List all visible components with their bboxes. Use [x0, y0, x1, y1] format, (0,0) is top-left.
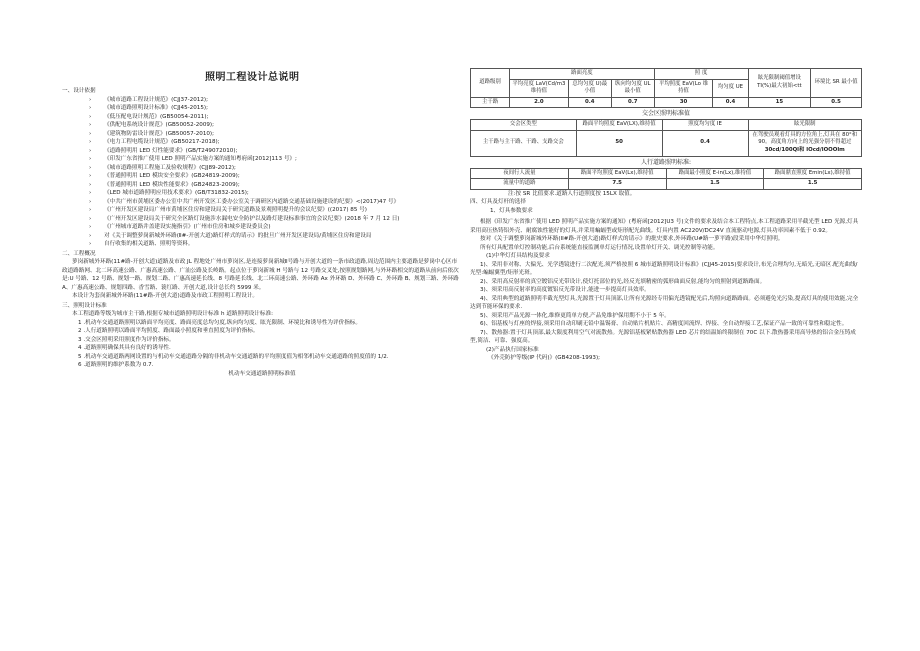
th-avg-illuminance: 平均照度 EaV(Lo 维持值 — [654, 79, 713, 97]
design-basis-item — [62, 121, 462, 130]
bullet-arrow-icon: › — [89, 164, 92, 171]
th-surround-ratio: 环境比 SR 最小值 — [811, 69, 862, 98]
design-basis-text: 《广州城市道路井盖建设实施指引》(广州市住房和城乡建设委员会) — [104, 224, 271, 230]
bullet-arrow-icon: › — [89, 241, 92, 247]
fixture-requirement: 4)、采用典型的道路照明半截光型灯具,光源置于灯具顶部,让所有光源经专用偏光透镜配光后,均照向道路路面。必须避免光污染,提高灯具的使用效能,完全达到节能环保的要求. — [470, 295, 859, 311]
fixture-structure-heading: (1)中华灯灯具结构及要求 — [486, 253, 550, 260]
bullet-arrow-icon: › — [89, 130, 92, 137]
design-basis-item — [62, 189, 462, 198]
design-basis-text: 《印发广东省推广使用 LED 照明产品实施方案的通知粤府函[2012]113 号》; — [104, 156, 297, 162]
design-basis-item — [62, 104, 462, 113]
td-avg-illuminance: 50 — [576, 130, 662, 156]
td-road-level: 主干路 — [471, 97, 510, 108]
td-avg-illuminance: 7.5 — [568, 179, 666, 190]
pedestrian-table-caption: 人行道路照明标准: — [640, 158, 692, 166]
design-basis-text: 《普通照明用 LED 模块安全要求》(GB24819-2009); — [104, 173, 240, 179]
design-basis-item — [62, 130, 462, 139]
th-min-illuminance: 路面最小照度 E-in(Lx),维持值 — [666, 168, 764, 179]
fixture-requirement: 7)、散热器:置于灯具顶部,最大限度利用空气对流散热。光源铝基板紧贴散热器 LED 芯片的结温始终限制在 70C 以下.散热器采用高导热的铝合金压铸成型,简洁、可靠、强度高。 — [470, 329, 856, 345]
design-basis-item — [62, 215, 462, 224]
standard-item: 1 .机动车交通道路照明以路面平均亮度、路面亮度总均匀度,纵向均匀度、眩光限制、环境比和诱导性为评价指标。 — [78, 319, 361, 326]
th-glare-limit: 眩光限制 — [748, 120, 861, 131]
th-road-level: 道路级别 — [471, 69, 510, 98]
th-intersection-type: 交会区类型 — [471, 120, 577, 131]
design-basis-text: 《供配电系统设计规范》(GB50052-2009); — [104, 122, 215, 128]
design-basis-text: 《低压配电设计规范》(GB50054-2011); — [104, 113, 209, 120]
pedestrian-lighting-table — [470, 168, 862, 190]
td-surround-ratio: 0.5 — [811, 97, 862, 108]
design-basis-text: 《道路照明用 LED 灯性能要求》(GB/T249072010); — [104, 147, 238, 154]
intersection-table-caption: 交会区照明标准值 — [641, 110, 690, 118]
td-vertical-illuminance: 1.5 — [764, 179, 862, 190]
bullet-arrow-icon: › — [89, 190, 92, 196]
design-basis-item — [62, 147, 462, 156]
th-avg-illuminance: 路面平均照度 EaV(Lx),维持值 — [568, 168, 666, 179]
th-luminance: 路面亮度 — [510, 69, 655, 80]
design-basis-text: 《城市道路照明工程施工及验收规程》(CJJ89-2012); — [104, 164, 236, 171]
th-avg-illuminance: 路面平均照度 EaV(LX),维持值 — [576, 120, 662, 131]
design-basis-text: 《广州开发区建设局关于研究全区路灯设施涉水漏电安全防护以及路灯建设标准事宜的会议纪要》(2018 年 7 月 12 日) — [104, 215, 400, 222]
control-paragraph: 所有灯具配置单灯控制功能,后台系统能直接监测单灯运行情况,设置单灯开关、调光控制等功能。 — [480, 244, 719, 251]
section4-heading: 四、灯具及灯杆的选择 — [470, 199, 526, 206]
design-basis-text: 《中共广州市黄埔区委办公室中共广州开发区工委办公室关于调研区内道路交通基础设施建设的纪要》<(2017)47 号》 — [104, 198, 400, 205]
project-overview-paragraph: 萝岗新城外环路(11#路-开创大道)道路及市政 JL 程地处广州市萝岗区,是连接萝岗新城Ⅱ号路与开创大道的一条市政道路,周边范围内主要道路是萝岗中心区市政道路路网、北二环高速公路、广惠高速公路、广汕公路及长岭路。起点位于萝岗新城 H 号路与 12 号路交叉处,按照规划路网,与外环路相交的道路从前向后依次是:U 号路、12 号路、规划一路、规划二路、广惠高速延长线、8 号路延长线、北二环高速公路、外环路 Ax 外环路 D、外环路 C、外环路 B、规划三路、外环路 A、广惠高速公路、规划四路、香雪路、蓑红路、开创大道,设计总长约 5999 米。 — [62, 259, 459, 291]
fixture-requirement: 5)、须采用产品光源一体化,维修更简单方便,产品免维护保用期不小于 5 年。 — [480, 312, 670, 319]
standard-item: 2 .人行道路照明以路面平均照度、路面最小照度和垂直照度为评价指标。 — [78, 328, 259, 334]
td-longitudinal-uniformity: 0.7 — [611, 97, 654, 108]
standard-intro: 本工程道路等级为城市主干路,根据专城市道路照明设计标准 h 道路照明设计标准: — [72, 311, 273, 317]
intersection-lighting-table — [470, 119, 862, 156]
design-basis-item — [62, 155, 462, 164]
td-intersection-type: 主干路与主干路、干路、支路交会 — [471, 130, 577, 156]
lamp-style-paragraph: 按对《关于调整萝岗新城外环路(II#路-开创大道)路灯样式的请示》的批史要求,外环路(U#路一萝平路)段采用中华灯照明。 — [480, 236, 784, 243]
td-pedestrian-flow: 流量中的道路 — [471, 179, 569, 190]
section1-heading: 一、设计依据 — [62, 88, 96, 94]
design-basis-text: 《LED 城市道路照明应用技术要求》(GB/T31832-2015); — [104, 190, 249, 196]
bullet-arrow-icon: › — [89, 232, 92, 239]
design-basis-item — [62, 240, 462, 249]
national-standard-item: 《外壳防护等级(IP 代码)》(GB4208-1993); — [488, 355, 601, 362]
td-glare-limit — [748, 130, 861, 156]
bullet-arrow-icon: › — [89, 113, 92, 120]
glare-limit-values: 30cd/100Ql和 lOcd/lOOOlm — [764, 147, 845, 154]
standard-item: 6 .道路照明的维护系数为 0.7. — [78, 362, 154, 368]
design-basis-text: 《城市道路照明设计标准》(CJJ45-2015); — [104, 105, 208, 111]
th-glare-ti: 眩光限制阈值增设 TI(%)最大初始<tt — [748, 69, 811, 98]
bullet-arrow-icon: › — [89, 105, 92, 111]
vehicle-table-caption: 机动车交通道路照明标准值 — [228, 370, 296, 377]
design-basis-item — [62, 232, 462, 241]
design-basis-text: 《建筑物防雷设计规范》(GB50057-2010); — [104, 130, 215, 137]
design-basis-text: 《城市道路工程设计规范》(CJJ37-2012); — [104, 96, 208, 103]
td-glare-ti: 15 — [748, 97, 811, 108]
bullet-arrow-icon: › — [89, 122, 92, 128]
bullet-arrow-icon: › — [89, 147, 92, 154]
design-basis-text: 《广州开发区建设局广州市黄埔区住房和建设局关于研究道路及景观照明提升的会议纪要》((2017) 85 号) — [104, 207, 367, 213]
td-avg-illuminance: 30 — [654, 97, 713, 108]
section3-heading: 三、照明设计标准 — [62, 302, 107, 309]
td-illum-uniformity: 0.4 — [662, 130, 748, 156]
fixture-requirement: 1)、采用非对称、大偏光、光学透镜进行二次配光,须严格按照 6 城市道路照明设计标准》(CJJ45-2015)要求设计,布光合理均匀,无暗光,无暗区.配光曲线/光型:蝙蝠翼型/矩形光斑。 — [470, 261, 858, 277]
fixture-requirement: 3)、须采用高反射率的高度镀铝反光带设计,能进一步提高灯具效率。 — [480, 287, 650, 294]
design-basis-text: 自行收集的相关道路、照明等资料。 — [104, 241, 194, 247]
page-title: 照明工程设计总说明 — [205, 72, 300, 83]
design-basis-item — [62, 164, 462, 173]
bullet-arrow-icon: › — [89, 181, 92, 188]
th-pedestrian-flow: 夜间行人流量 — [471, 168, 569, 179]
design-basis-item — [62, 138, 462, 147]
bullet-arrow-icon: › — [89, 207, 92, 213]
th-overall-uniformity: 总均匀度 U)最小值 — [568, 79, 611, 97]
th-illum-uniformity: 照度均匀度 IE — [662, 120, 748, 131]
th-illuminance: 照 度 — [654, 69, 748, 80]
right-column — [470, 68, 862, 363]
bullet-arrow-icon: › — [89, 173, 92, 179]
fixture-requirement: 2)、采用高反射率的真空镀铝反光带设计,使灯托部位的光,经反光填精密的弧形曲面反射,能均匀的照射到道路路面。 — [480, 278, 766, 285]
design-basis-item — [62, 206, 462, 215]
bullet-arrow-icon: › — [89, 198, 92, 205]
national-standard-heading: (2)产品执行国家标准 — [486, 346, 539, 353]
design-basis-item — [62, 223, 462, 232]
design-basis-item — [62, 181, 462, 190]
design-basis-text: 对《关于调整萝岗新城外环路(Ⅱ#-开创大道)路灯样式的请示》的批旦广州开发区建设局/黄埔区住房和建设局 — [104, 232, 372, 239]
bullet-arrow-icon: › — [89, 139, 92, 145]
standard-item: 4 .道路照明确保其具有良好的诱导性. — [78, 345, 171, 351]
left-column — [62, 86, 462, 378]
glare-limit-text: 在驾驶员观看灯具的方位角上,灯具在 80°和 90。高度角方向上的光强分别不得超过 — [752, 131, 858, 146]
design-basis-item — [62, 172, 462, 181]
table-note: 注:按 SR 比值要求.道路人行道照度按 15LX 取值。 — [508, 190, 636, 197]
td-illum-uniformity: 0.4 — [713, 97, 748, 108]
design-basis-list — [62, 96, 462, 249]
th-illum-uniformity: 均匀度 UE — [713, 79, 748, 97]
bullet-arrow-icon: › — [89, 224, 92, 230]
fixture-params-paragraph: 根据《印发广东省推广使用 LED 照明产品实施方案的通知》(粤府函[2012]U3 号)文件的要求及结合本工程特点,本工程道路采用半截光型 LED 光源,灯具采用高压热铸铝外壳、耐腐蚀性能好的灯具,并采用蝙蝠型或矩形配光曲线。灯具内置 AC220V/DC24V 直流驱动电源,灯具功率因素不低于 0.92。 — [470, 219, 859, 234]
fixture-requirement: 6)、铝基板与灯座的焊接,须采用自动印刷无铅中温锡膏、自动贴片机贴片、高精度回流焊、焊接、全自动焊接工艺,保证产品一致的可靠性和稳定性。 — [480, 321, 848, 328]
design-basis-item — [62, 113, 462, 122]
bullet-arrow-icon: › — [89, 156, 92, 162]
design-basis-text: 《电力工程电缆设计规范》(GB50217-2018); — [104, 139, 220, 145]
standard-item: 3 .交会区照明采用照度作为评价指标。 — [78, 336, 175, 343]
th-vertical-illuminance: 路面鼎直照度 Emin(Lx),维持值 — [764, 168, 862, 179]
td-overall-uniformity: 0.4 — [568, 97, 611, 108]
td-avg-luminance: 2.0 — [510, 97, 569, 108]
vehicle-lighting-table — [470, 68, 862, 108]
project-scope-paragraph: 本设计为套岗新城外环路(11#路-开创大道)道路及市政工程照明工程设计。 — [72, 293, 259, 299]
td-min-illuminance: 1.5 — [666, 179, 764, 190]
design-basis-item — [62, 198, 462, 207]
fixture-params-heading: 1、灯具参数要求 — [490, 207, 533, 214]
standard-item: 5 .机动车交通道路两网设置的与机动车交通道路分隔的非机动车交通道路的平均照度值为相邻机动车交通道路的照度值的 1/2. — [78, 353, 389, 360]
design-basis-item — [62, 96, 462, 105]
bullet-arrow-icon: › — [89, 96, 92, 103]
bullet-arrow-icon: › — [89, 215, 92, 222]
th-avg-luminance: 平均亮度 LaV(Cd/m3维持值 — [510, 79, 569, 97]
th-longitudinal-uniformity: 纵向均匀度 UL 最小值 — [611, 79, 654, 97]
design-basis-text: 《普通照明用 LED 模块性能要求》(GB24823-2009); — [104, 181, 240, 188]
section2-heading: 二、工程概况 — [62, 250, 96, 257]
